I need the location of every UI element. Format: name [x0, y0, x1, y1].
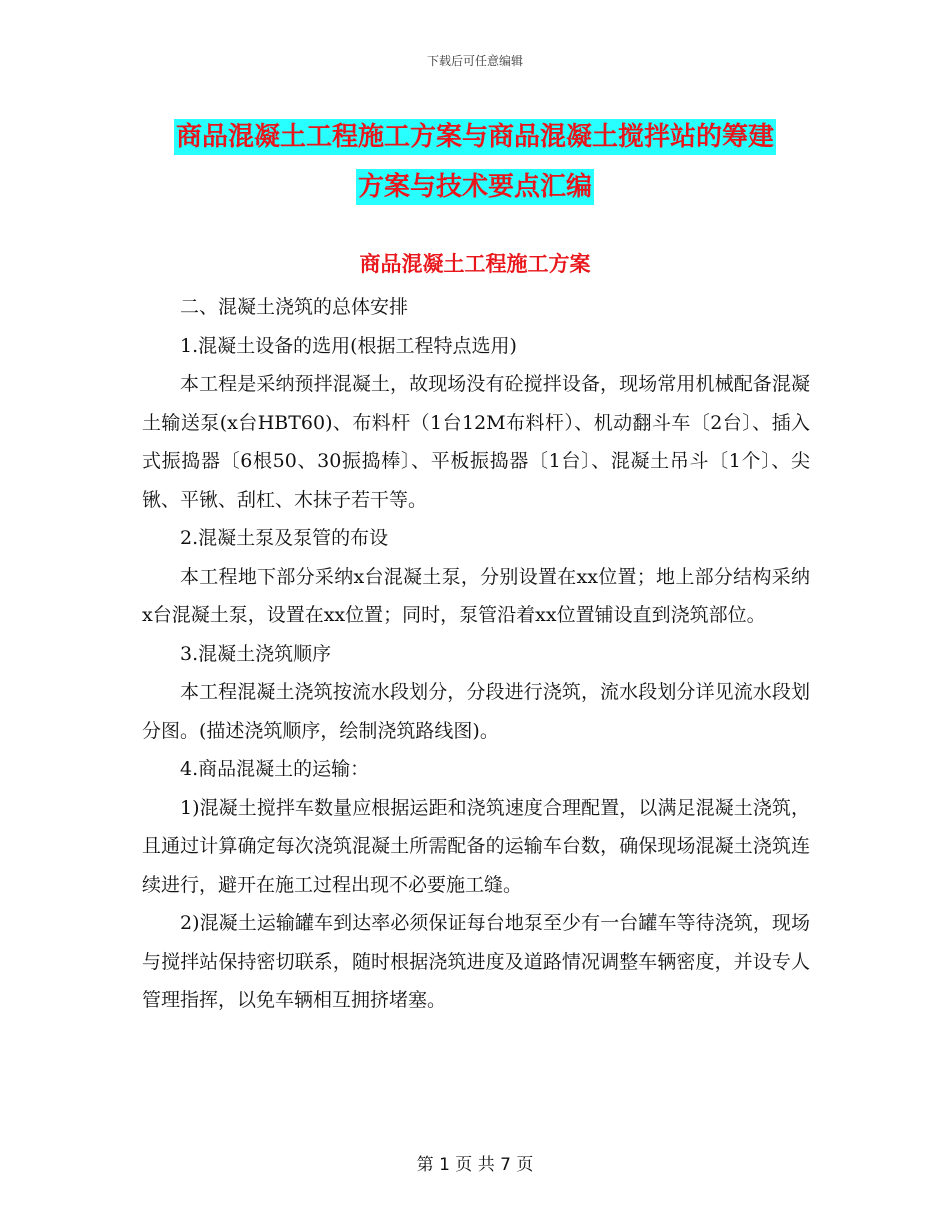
heading-equipment-selection: 1.混凝土设备的选用(根据工程特点选用): [180, 334, 517, 357]
paragraph-transport-1: 1)混凝土搅拌车数量应根据运距和浇筑速度合理配置，以满足混凝土浇筑，且通过计算确定每次浇筑混凝土所需配备的运输车台数，确保现场混凝土浇筑连续进行，避开在施工过程出现不必要施工缝。: [142, 796, 810, 896]
page-footer: 第 1 页 共 7 页: [416, 1155, 534, 1175]
title-line-2: 方案与技术要点汇编: [356, 169, 594, 205]
document-title: [140, 112, 810, 212]
heading-pump-layout: 2.混凝土泵及泵管的布设: [180, 527, 389, 549]
paragraph-transport-2: 2)混凝土运输罐车到达率必须保证每台地泵至少有一台罐车等待浇筑，现场与搅拌站保持密切联系，随时根据浇筑进度及道路情况调整车辆密度，并设专人管理指挥，以免车辆相互拥挤堵塞。: [142, 912, 810, 1011]
header-note: 下载后可任意编辑: [426, 54, 523, 68]
heading-overall-arrangement: 二、混凝土浇筑的总体安排: [180, 296, 409, 318]
title-line-1: 商品混凝土工程施工方案与商品混凝土搅拌站的筹建: [174, 119, 776, 155]
heading-pouring-sequence: 3.混凝土浇筑顺序: [180, 642, 332, 665]
paragraph-pump-layout: 本工程地下部分采纳x台混凝土泵，分别设置在xx位置；地上部分结构采纳x台混凝土泵，设置在xx位置；同时，泵管沿着xx位置铺设直到浇筑部位。: [142, 565, 810, 626]
paragraph-equipment: 本工程是采纳预拌混凝土，故现场没有砼搅拌设备，现场常用机械配备混凝土输送泵(x台HBT60)、布料杆（1台12M布料杆）、机动翻斗车〔2台〕、插入式振捣器〔6根50、30振捣棒〕、平板振捣器〔1台〕、混凝土吊斗〔1个〕、尖锹、平锹、刮杠、木抹子若干等。: [142, 373, 810, 511]
section-title: 商品混凝土工程施工方案: [359, 252, 591, 276]
paragraph-pouring-sequence: 本工程混凝土浇筑按流水段划分，分段进行浇筑，流水段划分详见流水段划分图。(描述浇筑顺序，绘制浇筑路线图)。: [142, 681, 810, 742]
document-body: [142, 288, 810, 1020]
heading-transport: 4.商品混凝土的运输：: [180, 758, 370, 780]
